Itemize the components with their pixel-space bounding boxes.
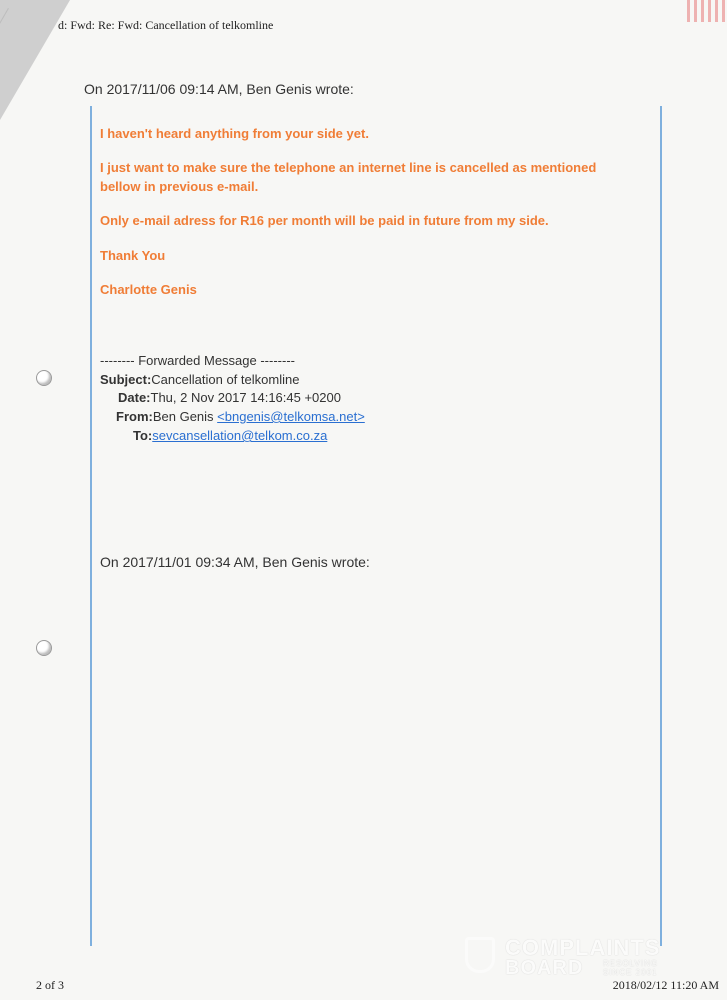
- body-signature: Charlotte Genis: [100, 282, 197, 297]
- fwd-from-label: From:: [116, 409, 153, 424]
- forwarded-message-marker: -------- Forwarded Message --------: [100, 353, 295, 368]
- print-timestamp: 2018/02/12 11:20 AM: [612, 978, 719, 992]
- watermark-line1: COMPLAINTS: [505, 935, 661, 960]
- quote-attribution-2: On 2017/11/01 09:34 AM, Ben Genis wrote:: [100, 554, 370, 570]
- corner-marks: [687, 0, 727, 22]
- watermark-line2: BOARD: [505, 957, 584, 979]
- fwd-from: [116, 409, 365, 424]
- fwd-from-email-link[interactable]: <bngenis@telkomsa.net>: [217, 409, 365, 424]
- fwd-from-name: Ben Genis: [152, 409, 218, 424]
- shield-icon: [465, 937, 495, 973]
- quote-block: [90, 106, 662, 946]
- fwd-subject-label: Subject:: [100, 372, 152, 387]
- body-line-thanks: Thank You: [100, 248, 166, 263]
- fwd-to-label: To:: [133, 428, 153, 443]
- punch-hole-top: [36, 370, 52, 386]
- body-line-1: I haven't heard anything from your side yet.: [100, 126, 369, 141]
- quote-attribution-1: On 2017/11/06 09:14 AM, Ben Genis wrote:: [84, 81, 354, 97]
- fwd-subject-value: Cancellation of telkomline: [151, 372, 300, 387]
- body-line-2: I just want to make sure the telephone an internet line is cancelled as mentioned bellow in previous e-mail.: [100, 160, 597, 194]
- page-number: 2 of 3: [36, 978, 64, 992]
- fwd-date-value: Thu, 2 Nov 2017 14:16:45 +0200: [150, 390, 341, 405]
- fwd-subject: [100, 372, 299, 387]
- fwd-to: [133, 428, 327, 443]
- fwd-date: [118, 390, 341, 405]
- fwd-date-label: Date:: [118, 390, 151, 405]
- body-line-3: Only e-mail adress for R16 per month will be paid in future from my side.: [100, 213, 549, 228]
- fwd-to-email-link[interactable]: sevcansellation@telkom.co.za: [152, 428, 328, 443]
- watermark-logo: [465, 935, 680, 980]
- email-subject-header: d: Fwd: Re: Fwd: Cancellation of telkomline: [58, 18, 274, 32]
- punch-hole-bottom: [36, 640, 52, 656]
- watermark-tagline: RESOLVING SINCE 2001: [603, 959, 659, 977]
